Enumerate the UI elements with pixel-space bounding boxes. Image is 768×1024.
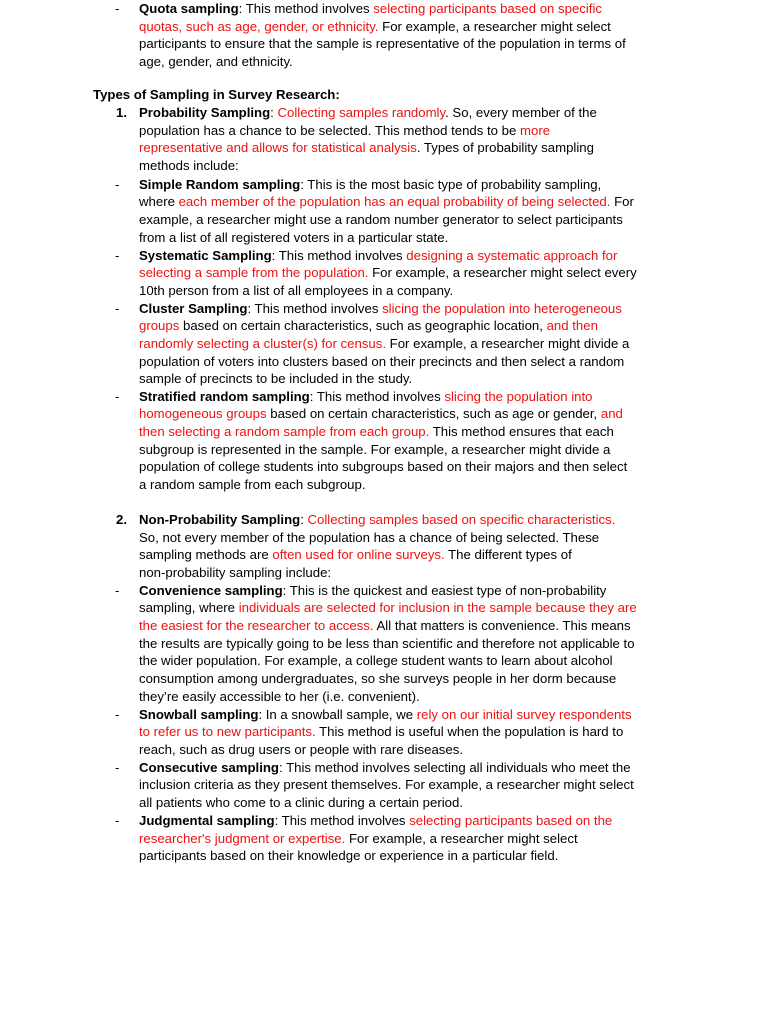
list-item — [139, 176, 684, 247]
body-text: So, not every member of the population has a chance of being selected. These — [139, 529, 600, 545]
body-text: the wider population. For example, a college student wants to learn about alcohol — [139, 653, 613, 669]
bullet-dash: - — [115, 388, 120, 404]
text-line — [139, 353, 684, 371]
term-heading: Non-Probability Sampling — [139, 512, 301, 527]
body-text: For example, a researcher might select every — [368, 265, 637, 281]
text-line — [139, 723, 684, 741]
text-line — [139, 300, 684, 318]
text-line — [139, 388, 684, 406]
highlighted-text: rely on our initial survey respondents — [416, 706, 632, 722]
highlighted-text: selecting participants based on specific — [373, 1, 602, 16]
body-text: example, a researcher might use a random number generator to select participants — [139, 211, 623, 227]
term-heading: Systematic Sampling — [139, 247, 272, 263]
highlighted-text: individuals are selected for inclusion in the sample because they are — [238, 600, 637, 616]
body-text: : This method involves selecting all individuals who meet the — [278, 759, 631, 775]
body-text: based on certain characteristics, such as geographic location, — [179, 318, 547, 334]
list-item — [139, 388, 684, 494]
text-line — [139, 282, 684, 300]
text-line — [139, 18, 684, 36]
text-line — [139, 247, 684, 265]
highlighted-text: designing a systematic approach for — [406, 247, 618, 263]
body-text: The different types of — [444, 547, 572, 563]
body-text: : This method involves — [274, 813, 410, 828]
term-heading: Consecutive sampling — [139, 759, 279, 775]
text-line — [139, 476, 684, 494]
text-line — [139, 423, 684, 441]
highlighted-text: each member of the population has an equal probability of being selected. — [178, 194, 611, 210]
text-line — [139, 670, 684, 688]
text-line — [139, 794, 684, 812]
highlighted-text: often used for online surveys. — [272, 547, 445, 563]
highlighted-text: quotas, such as age, gender, or ethnicity. — [139, 18, 379, 34]
body-text: : This method involves — [271, 247, 407, 263]
text-line — [139, 264, 684, 282]
highlighted-text: the easiest for the researcher to access. — [139, 617, 374, 633]
body-text: all patients who come to a clinic during a certain period. — [139, 794, 464, 810]
highlighted-text: randomly selecting a cluster(s) for census. — [139, 335, 386, 351]
body-text: inclusion criteria as they present themselves. For example, a researcher might select — [139, 777, 634, 793]
body-text: participants based on their knowledge or experience in a particular field. — [139, 848, 559, 864]
text-line — [139, 157, 684, 175]
body-text: where — [139, 194, 179, 210]
text-line — [139, 317, 684, 335]
highlighted-text: slicing the population into heterogeneous — [382, 300, 622, 316]
text-line — [139, 511, 684, 529]
text-line — [139, 53, 684, 71]
text-line — [139, 104, 684, 122]
highlighted-text: selecting a sample from the population. — [139, 265, 369, 281]
term-heading: Cluster Sampling — [139, 300, 248, 316]
section-number: 1. — [116, 105, 127, 120]
list-item — [139, 812, 684, 865]
body-text: population of voters into clusters based on their precincts and then select a random — [139, 353, 625, 369]
list-item — [139, 759, 684, 812]
text-line — [139, 229, 684, 247]
bullet-dash: - — [115, 300, 120, 316]
text-line — [139, 193, 684, 211]
bullet-dash: - — [115, 813, 120, 828]
text-line — [139, 812, 684, 830]
highlighted-text: Collecting samples based on specific characteristics. — [307, 512, 616, 527]
body-text: the results are typically going to be less than scientific and therefore not applicable to — [139, 635, 635, 651]
text-line — [139, 652, 684, 670]
text-line — [139, 35, 684, 53]
highlighted-text: Collecting samples randomly — [277, 105, 446, 120]
highlighted-text: and — [600, 406, 623, 422]
list-item — [139, 0, 684, 71]
text-line — [139, 635, 684, 653]
document-title: Types of Sampling in Survey Research: — [93, 87, 340, 102]
body-text: age, gender, and ethnicity. — [139, 54, 293, 70]
term-heading: Judgmental sampling — [139, 813, 275, 828]
body-text: 10th person from a list of all employees in a company. — [139, 282, 454, 298]
list-item — [139, 582, 684, 706]
body-text: non-probability sampling include: — [139, 565, 332, 581]
highlighted-text: researcher's judgment or expertise. — [139, 830, 346, 846]
text-line — [139, 370, 684, 388]
term-heading: Convenience sampling — [139, 582, 283, 598]
body-text: : This method involves — [247, 300, 383, 316]
text-line — [139, 546, 684, 564]
body-text: All that matters is convenience. This means — [373, 617, 631, 633]
body-text: : In a snowball sample, we — [258, 706, 417, 722]
body-text: sample of precincts to be included in the study. — [139, 371, 413, 387]
bullet-dash: - — [115, 759, 120, 775]
highlighted-text: representative and allows for statistical analysis — [139, 140, 417, 156]
body-text: population of college students into subgroups based on their majors and then select — [139, 459, 628, 475]
text-line — [139, 830, 684, 848]
body-text: : This method involves — [238, 1, 374, 16]
highlighted-text: and then — [546, 318, 598, 334]
text-line — [139, 335, 684, 353]
body-text: : — [270, 105, 278, 120]
text-line — [139, 139, 684, 157]
text-line — [139, 847, 684, 865]
highlighted-text: to refer us to new participants. — [139, 724, 316, 740]
text-line — [139, 706, 684, 724]
text-line — [139, 441, 684, 459]
body-text: they’re easily accessible to her (i.e. convenient). — [139, 688, 420, 704]
bullet-dash: - — [115, 247, 120, 263]
bullet-dash: - — [115, 1, 120, 16]
term-heading: Quota sampling — [139, 1, 239, 16]
body-text: For example, a researcher might divide a — [386, 335, 630, 351]
text-line — [139, 405, 684, 423]
section-intro — [139, 104, 684, 175]
text-line — [139, 564, 684, 582]
text-line — [139, 776, 684, 794]
term-heading: Stratified random sampling — [139, 388, 310, 404]
text-line — [139, 759, 684, 777]
body-text: : This method involves — [309, 388, 445, 404]
body-text: participants to ensure that the sample is representative of the population in terms of — [139, 36, 626, 52]
list-item — [139, 706, 684, 759]
body-text: sampling methods are — [139, 547, 273, 563]
text-line — [139, 582, 684, 600]
body-text: reach, such as drug users or people with rare diseases. — [139, 741, 463, 757]
highlighted-text: selecting participants based on the — [409, 813, 613, 828]
text-line — [139, 122, 684, 140]
term-heading: Snowball sampling — [139, 706, 259, 722]
text-line — [139, 176, 684, 194]
body-text: : — [300, 512, 308, 527]
highlighted-text: slicing the population into — [444, 388, 593, 404]
body-text: population has a chance to be selected. This method tends to be — [139, 122, 520, 138]
body-text: This method is useful when the population is hard to — [315, 724, 624, 740]
body-text: For example, a researcher might select — [345, 830, 578, 846]
term-heading: Simple Random sampling — [139, 176, 301, 192]
body-text: methods include: — [139, 158, 239, 174]
body-text: from a list of all registered voters in a particular state. — [139, 229, 449, 245]
body-text: . Types of probability sampling — [416, 140, 594, 156]
text-line — [139, 529, 684, 547]
section-intro — [139, 511, 684, 582]
text-line — [139, 0, 684, 18]
highlighted-text: then selecting a random sample from each group. — [139, 423, 430, 439]
body-text: based on certain characteristics, such as age or gender, — [266, 406, 601, 422]
body-text: : This is the quickest and easiest type of non-probability — [282, 582, 607, 598]
body-text: subgroup is represented in the sample. For example, a researcher might divide a — [139, 441, 611, 457]
list-item — [139, 300, 684, 389]
text-line — [139, 599, 684, 617]
section-number: 2. — [116, 512, 127, 527]
body-text: For example, a researcher might select — [378, 18, 611, 34]
highlighted-text: more — [520, 122, 551, 138]
list-item — [139, 247, 684, 300]
bullet-dash: - — [115, 706, 120, 722]
bullet-dash: - — [115, 582, 120, 598]
body-text: a random sample from each subgroup. — [139, 477, 366, 493]
body-text: For — [610, 194, 634, 210]
highlighted-text: groups — [139, 318, 180, 334]
text-line — [139, 617, 684, 635]
body-text: . So, every member of the — [445, 105, 597, 120]
body-text: This method ensures that each — [429, 423, 614, 439]
body-text: : This is the most basic type of probability sampling, — [300, 176, 602, 192]
text-line — [139, 458, 684, 476]
text-line — [139, 211, 684, 229]
bullet-dash: - — [115, 176, 120, 192]
body-text: sampling, where — [139, 600, 239, 616]
term-heading: Probability Sampling — [139, 105, 271, 120]
text-line — [139, 688, 684, 706]
highlighted-text: homogeneous groups — [139, 406, 267, 422]
body-text: consumption among undergraduates, so she surveys people in her dorm because — [139, 671, 617, 687]
text-line — [139, 741, 684, 759]
